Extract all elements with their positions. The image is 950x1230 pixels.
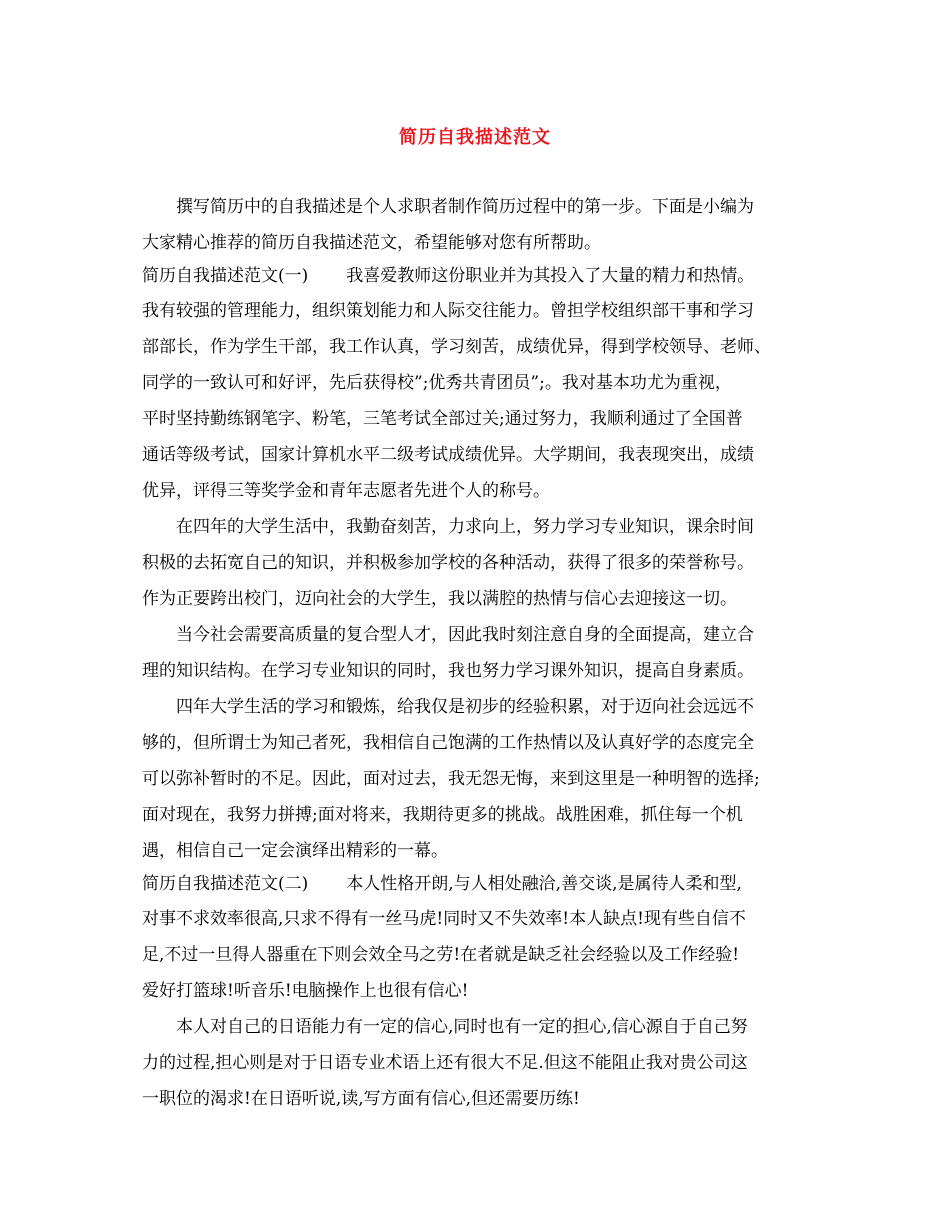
paragraph-line: 撰写简历中的自我描述是个人求职者制作简历过程中的第一步。下面是小编为 <box>176 197 754 217</box>
paragraph-line: 平时坚持勤练钢笔字、粉笔，三笔考试全部过关;通过努力，我顺利通过了全国普 <box>142 409 743 429</box>
paragraph-line: 一职位的渴求!在日语听说,读,写方面有信心,但还需要历练! <box>142 1089 580 1109</box>
section-line <box>142 873 742 895</box>
paragraph-line: 当今社会需要高质量的复合型人才，因此我时刻注意自身的全面提高，建立合 <box>176 625 754 645</box>
paragraph-line: 可以弥补暂时的不足。因此，面对过去，我无怨无悔，来到这里是一种明智的选择; <box>142 769 760 789</box>
paragraph-line: 部部长，作为学生干部，我工作认真，学习刻苦，成绩优异，得到学校领导、老师、 <box>142 337 771 357</box>
paragraph-line: 同学的一致认可和好评，先后获得校”;优秀共青团员”;。我对基本功尤为重视， <box>142 373 732 393</box>
paragraph-line: 优异，评得三等奖学金和青年志愿者先进个人的称号。 <box>142 481 550 501</box>
paragraph-line: 够的，但所谓士为知己者死，我相信自己饱满的工作热情以及认真好学的态度完全 <box>142 733 754 753</box>
paragraph-text: 我喜爱教师这份职业并为其投入了大量的精力和热情。 <box>346 266 755 286</box>
paragraph-line: 理的知识结构。在学习专业知识的同时，我也努力学习课外知识，提高自身素质。 <box>142 661 754 681</box>
paragraph-line: 面对现在，我努力拼搏;面对将来，我期待更多的挑战。战胜困难，抓住每一个机 <box>142 805 743 825</box>
paragraph-line: 大家精心推荐的简历自我描述范文，希望能够对您有所帮助。 <box>142 233 601 253</box>
paragraph-line: 本人对自己的日语能力有一定的信心,同时也有一定的担心,信心源自于自己努 <box>176 1017 748 1037</box>
paragraph-line: 作为正要跨出校门，迈向社会的大学生，我以满腔的热情与信心去迎接这一切。 <box>142 589 737 609</box>
paragraph-text: 本人性格开朗,与人相处融洽,善交谈,是属待人柔和型, <box>346 874 742 894</box>
paragraph-line: 通话等级考试，国家计算机水平二级考试成绩优异。大学期间，我表现突出，成绩 <box>142 445 754 465</box>
section-heading: 简历自我描述范文(一) <box>142 266 309 286</box>
paragraph-line: 四年大学生活的学习和锻炼，给我仅是初步的经验积累，对于迈向社会远远不 <box>176 697 754 717</box>
paragraph-line: 我有较强的管理能力，组织策划能力和人际交往能力。曾担学校组织部干事和学习 <box>142 301 754 321</box>
section-heading: 简历自我描述范文(二) <box>142 874 309 894</box>
paragraph-line: 足,不过一旦得人器重在下则会效全马之劳!在者就是缺乏社会经验以及工作经验! <box>142 945 740 965</box>
paragraph-line: 在四年的大学生活中，我勤奋刻苦，力求向上，努力学习专业知识，课余时间 <box>176 517 754 537</box>
paragraph-line: 爱好打篮球!听音乐!电脑操作上也很有信心! <box>142 981 469 1001</box>
section-line <box>142 265 754 287</box>
paragraph-line: 对事不求效率很高,只求不得有一丝马虎!同时又不失效率!本人缺点!现有些自信不 <box>142 909 746 929</box>
paragraph-line: 积极的去拓宽自己的知识，并积极参加学校的各种活动，获得了很多的荣誉称号。 <box>142 553 754 573</box>
paragraph-line: 遇，相信自己一定会演绎出精彩的一幕。 <box>142 841 448 861</box>
paragraph-line: 力的过程,担心则是对于日语专业术语上还有很大不足.但这不能阻止我对贵公司这 <box>142 1053 748 1073</box>
document-title: 简历自我描述范文 <box>399 127 551 148</box>
